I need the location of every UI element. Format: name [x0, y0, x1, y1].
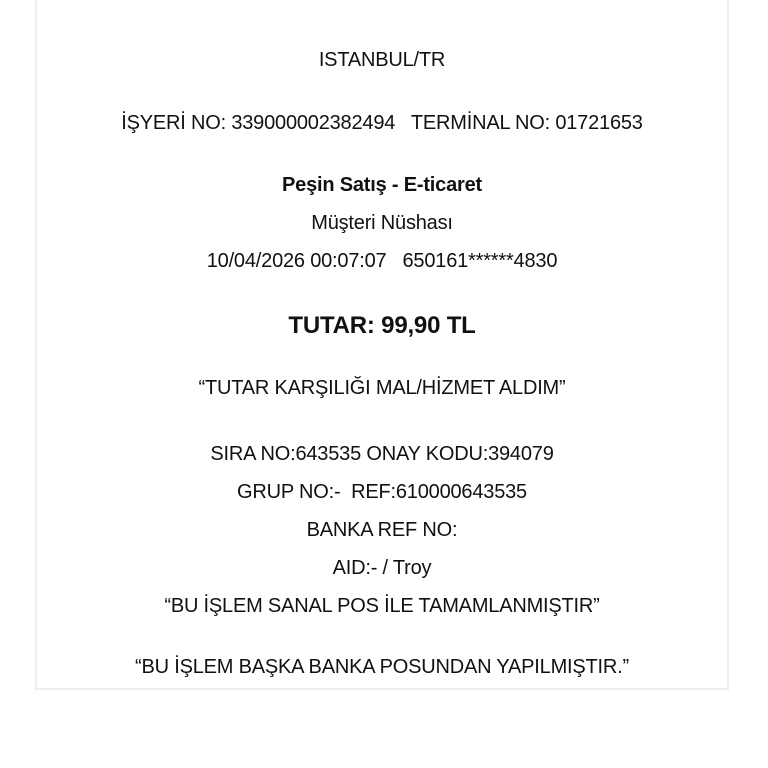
acknowledgement-line: “TUTAR KARŞILIĞI MAL/HİZMET ALDIM”	[198, 377, 566, 399]
city-line: ISTANBUL/TR	[318, 49, 446, 71]
receipt-card	[35, 0, 729, 690]
sequence-approval-line: SIRA NO:643535 ONAY KODU:394079	[210, 443, 554, 465]
merchant-terminal-line: İŞYERİ NO: 339000002382494 TERMİNAL NO: 01721653	[121, 112, 643, 134]
copy-type: Müşteri Nüshası	[311, 212, 453, 234]
virtual-pos-notice: “BU İŞLEM SANAL POS İLE TAMAMLANMIŞTIR”	[164, 595, 600, 617]
other-bank-notice: “BU İŞLEM BAŞKA BANKA POSUNDAN YAPILMIŞTIR.”	[135, 656, 629, 678]
transaction-type: Peşin Satış - E-ticaret	[282, 174, 482, 196]
aid-line: AID:- / Troy	[332, 557, 432, 579]
group-ref-line: GRUP NO:- REF:610000643535	[237, 481, 527, 503]
amount-line: TUTAR: 99,90 TL	[288, 312, 476, 339]
bank-ref-line: BANKA REF NO:	[306, 519, 458, 541]
datetime-card-line: 10/04/2026 00:07:07 650161******4830	[206, 250, 558, 272]
